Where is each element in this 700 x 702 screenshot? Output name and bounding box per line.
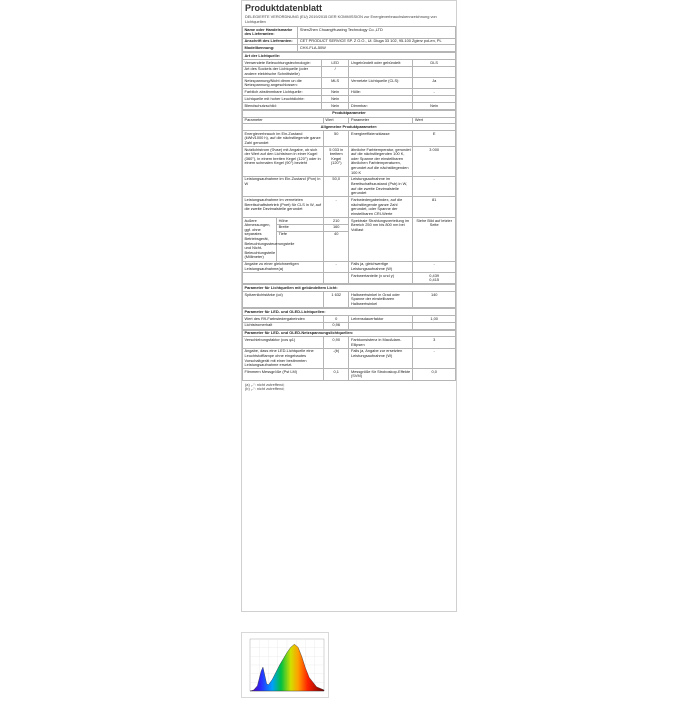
pp-value-2: 3 000 xyxy=(413,147,456,177)
pp-param: Leistungsaufnahme im Ein-Zustand (Pon) in W xyxy=(243,176,324,197)
dim-value: 160 xyxy=(323,224,349,231)
lst-value-2: Ja xyxy=(413,78,456,89)
lst-value-2 xyxy=(413,66,456,77)
row-value: 0,96 xyxy=(323,322,349,329)
model-value: CHX-FLA-50W xyxy=(298,45,456,52)
lst-value: Nein xyxy=(321,96,349,103)
lst-value-2: DLS xyxy=(413,59,456,66)
pp-value: 50,0 xyxy=(323,176,349,197)
product-params-header: Produktparameter xyxy=(243,110,456,117)
light-source-type-header: Art der Lichtquelle: xyxy=(243,53,456,60)
pp-param-2: Leistungsaufnahme im Bereitschaftszustand (Psb) in W, auf die zweite Dezimalstelle gerundet xyxy=(349,176,413,197)
row-value-2: 3 xyxy=(413,337,456,348)
row-value: -(b) xyxy=(323,348,349,369)
row-param: Angabe, dass eine LED-Lichtquelle eine Leuchtstofflampe ohne eingebautes Vorschaltgerät mit einer bestimmten Leistungsaufnahme ersetzt. xyxy=(243,348,324,369)
light-source-type-table xyxy=(242,52,456,110)
col-header-value: Wert xyxy=(323,117,349,124)
footnote: (b) „-“: nicht zutreffend; xyxy=(245,386,285,392)
lst-param-2 xyxy=(349,96,413,103)
lst-param: Art des Sockels der Lichtquelle (oder andere elektrische Schnittstelle) xyxy=(243,66,322,77)
row-value-2: 1,00 xyxy=(413,316,456,323)
equiv-value-2: - xyxy=(413,261,456,272)
table-row xyxy=(243,78,456,89)
spectrum-param-value: Siehe Bild auf letzter Seite xyxy=(413,217,456,261)
row-param-2: Messgröße für Stroboskop-Effekte (SVM) xyxy=(349,369,413,380)
table-row xyxy=(243,316,456,323)
col-header-parameter-2: Parameter xyxy=(349,117,413,124)
chroma-param: Farbwertanteile (x und y) xyxy=(349,273,413,284)
row-param-2: Falls ja, Angabe zur ersetzten Leistungsaufnahme (W) xyxy=(349,348,413,369)
equiv-value: - xyxy=(323,261,349,272)
pp-param-2: Energieeffizienzklasse xyxy=(349,131,413,147)
led-table xyxy=(242,308,456,329)
pp-param: Nutzlichtstrom (Φuse) mit Angabe, ob sich der Wert auf den Lichtstrom in einer Kugel (360°), in einem breiten Kegel (120°) oder in einem schmalen Kegel (90°) bezieht xyxy=(243,147,324,177)
lst-value-2 xyxy=(413,96,456,103)
lst-param: Farblich abstimmbare Lichtquelle: xyxy=(243,89,322,96)
dim-value: 40 xyxy=(323,231,349,261)
directional-table xyxy=(242,284,456,308)
table-row xyxy=(243,176,456,197)
footnotes xyxy=(242,381,456,394)
pp-value: - xyxy=(323,197,349,218)
mains-header: Parameter für LED- und OLED-Netzspannungslichtquellen: xyxy=(243,330,456,337)
lst-value: / xyxy=(321,66,349,77)
pp-value-2: 81 xyxy=(413,197,456,218)
table-row xyxy=(243,96,456,103)
table-row xyxy=(243,197,456,218)
equiv-param: Angabe zu einer gleichwertigen Leistungsaufnahme(a) xyxy=(243,261,324,272)
supplier-address-label: Anschrift des Lieferanten: xyxy=(243,38,298,45)
pp-value-2: - xyxy=(413,176,456,197)
table-row xyxy=(243,103,456,110)
directional-value: 1 632 xyxy=(323,292,349,308)
general-params-header: Allgemeine Produktparameter: xyxy=(243,124,456,131)
lst-param-2: Ungebündelt oder gebündelt: xyxy=(349,59,413,66)
table-row xyxy=(243,348,456,369)
supplier-name-label: Name oder Handelsmarke des Lieferanten: xyxy=(243,27,298,38)
model-label: Modellkennung: xyxy=(243,45,298,52)
lst-param: Verwendete Beleuchtungstechnologie: xyxy=(243,59,322,66)
table-row xyxy=(243,147,456,177)
dim-name: Tiefe xyxy=(277,231,324,261)
row-param-2: Lebensdauerfaktor xyxy=(349,316,413,323)
lst-value: LED xyxy=(321,59,349,66)
lst-param-2: Hülle: xyxy=(349,89,413,96)
mains-table xyxy=(242,330,456,381)
directional-param: Spitzenlichtstärke (cd) xyxy=(243,292,324,308)
lst-param-2: Dimmbar: xyxy=(349,103,413,110)
footnote: (a) „-“: nicht zutreffend; xyxy=(245,381,285,387)
supplier-table xyxy=(242,26,456,52)
lst-value-2: Nein xyxy=(413,103,456,110)
row-param: Verschiebungsfaktor (cos φ1) xyxy=(243,337,324,348)
col-header-parameter: Parameter xyxy=(243,117,324,124)
spectrum-chart xyxy=(241,632,329,698)
lst-value: Nein xyxy=(321,103,349,110)
table-row xyxy=(243,89,456,96)
datasheet xyxy=(241,0,457,612)
row-param-2 xyxy=(349,322,413,329)
lst-param-2: Vernetzte Lichtquelle (CLS): xyxy=(349,78,413,89)
lst-value: Nein xyxy=(321,89,349,96)
pp-param: Energieverbrauch im Ein-Zustand (kWh/1000 h), auf die nächstliegende ganze Zahl gerundet xyxy=(243,131,324,147)
pp-param: Leistungsaufnahme im vernetzten Bereitschaftsbetrieb (Pnet) für CLS in W, auf die zweite Dezimalstelle gerundet xyxy=(243,197,324,218)
row-value: 0,90 xyxy=(323,337,349,348)
lst-param: Blendschutzschild: xyxy=(243,103,322,110)
chroma-value: 0,439 0,415 xyxy=(413,273,456,284)
directional-header: Parameter für Lichtquellen mit gebündeltem Licht: xyxy=(243,285,456,292)
directional-value-2: 140 xyxy=(413,292,456,308)
row-value-2: - xyxy=(413,348,456,369)
table-row xyxy=(243,131,456,147)
table-row xyxy=(243,369,456,380)
lst-param-2 xyxy=(349,66,413,77)
row-value: 0 xyxy=(323,316,349,323)
lst-value-2: - xyxy=(413,89,456,96)
pp-value-2: E xyxy=(413,131,456,147)
dim-value: 210 xyxy=(323,217,349,224)
regulation-text: DELEGIERTE VERORDNUNG (EU) 2019/2015 DER KOMMISSION zur Energieverbrauchskennzeichnung von Lichtquellen xyxy=(245,14,437,24)
product-params-table xyxy=(242,110,456,285)
table-row xyxy=(243,66,456,77)
spectrum-param: Spektrale Strahlungsverteilung im Bereich 250 nm bis 800 nm bei Volllast xyxy=(349,217,413,261)
row-value-2: 0,0 xyxy=(413,369,456,380)
lst-value: MLS xyxy=(321,78,349,89)
directional-param-2: Halbwertwinkel in Grad oder Spanne der einstellbaren Halbwertwinkel xyxy=(349,292,413,308)
row-param-2: Farbkonsistenz in MacAdam-Ellipsen xyxy=(349,337,413,348)
page-title: Produktdatenblatt xyxy=(245,3,323,13)
table-row xyxy=(243,322,456,329)
pp-value: 5 033 in breitem Kegel (120°) xyxy=(323,147,349,177)
equiv-param-2: Falls ja, gleichwertige Leistungsaufnahme (W) xyxy=(349,261,413,272)
lst-param: Lichtquelle mit hoher Leuchtdichte: xyxy=(243,96,322,103)
table-row xyxy=(243,59,456,66)
dim-name: Höhe xyxy=(277,217,324,224)
dim-name: Breite xyxy=(277,224,324,231)
led-header: Parameter für LED- und OLED-Lichtquellen: xyxy=(243,309,456,316)
row-param: Lichtstromerhalt xyxy=(243,322,324,329)
row-param: Flimmern Messgröße (Pst LM) xyxy=(243,369,324,380)
table-row xyxy=(243,337,456,348)
col-header-value-2: Wert xyxy=(413,117,456,124)
row-param: Wert des R9-Farbwiedergabeindex xyxy=(243,316,324,323)
row-value-2 xyxy=(413,322,456,329)
pp-param-2: ähnliche Farbtemperatur, gerundet auf die nächstliegenden 100 K, oder Spanne der einstellbaren ähnlichen Farbtemperaturen, gerundet auf die nächstliegenden 100 K xyxy=(349,147,413,177)
pp-param-2: Farbwiedergabeindex, auf die nächstliegende ganze Zahl gerundet, oder Spanne der einstellbaren CRI-Werte xyxy=(349,197,413,218)
supplier-address-value: CET PRODUCT SERVICE SP. Z O.O., Ul. Dluga 33 102, 95-100 Zgierz poLen, PL xyxy=(298,38,456,45)
spectrum-svg xyxy=(242,633,328,697)
dims-label: äußere Abmessungen, ggf. ohne separates Betriebsgerät, Beleuchtungssteuerungsteile und Nicht-Beleuchtungsteile (Millimeter) xyxy=(244,217,295,260)
lst-param: Netzspannung/Nicht dimm un die Netzspannung angeschlossen: xyxy=(243,78,322,89)
supplier-name-value: ShenZhen ChuangHuaxing Technology Co.,LTD xyxy=(298,27,456,38)
pp-value: 50 xyxy=(323,131,349,147)
row-value: 0,1 xyxy=(323,369,349,380)
